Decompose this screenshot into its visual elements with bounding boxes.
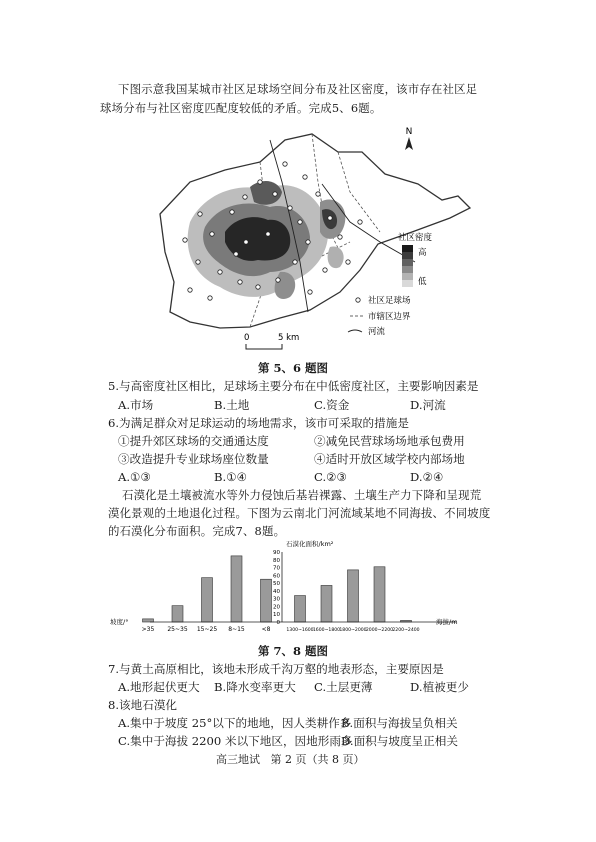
chart-bar <box>374 567 385 622</box>
chart-bar <box>202 578 213 622</box>
q5-option-c: C.资金 <box>314 398 350 412</box>
x-tick-label: >35 <box>141 626 155 633</box>
legend-low: 低 <box>418 277 427 287</box>
y-tick-label: 10 <box>273 612 280 619</box>
q6-option-c: C.②③ <box>314 470 347 484</box>
intro2-line-1: 石漠化是土壤被流水等外力侵蚀后基岩裸露、土壤生产力下降和呈现荒 <box>122 488 482 502</box>
x-tick-label: 15~25 <box>196 626 218 633</box>
scale-label: 5 km <box>278 333 300 343</box>
q6-option-a: A.①③ <box>118 470 151 484</box>
q7-stem: 7.与黄土高原相比，该地未形成千沟万壑的地表形态，主要原因是 <box>108 662 444 676</box>
y-tick-label: 50 <box>273 581 280 588</box>
y-tick-labels <box>273 550 281 626</box>
q7-option-a: A.地形起伏更大 <box>118 680 200 694</box>
x-tick-label: 8~15 <box>228 626 245 633</box>
q8-option-a: A.集中于坡度 25°以下的地地，因人类耕作多 <box>118 716 352 730</box>
q6-stem: 6.为满足群众对足球运动的场地需求，该市可采取的措施是 <box>108 416 409 430</box>
community-density-map <box>150 122 490 354</box>
intro2-line-3: 的石漠化分布面积。完成7、8题。 <box>108 524 286 538</box>
intro-line-2: 球场分布与社区密度匹配度较低的矛盾。完成5、6题。 <box>100 101 382 115</box>
x-tick-label: 2000~2200 <box>365 628 394 633</box>
legend-field-icon <box>356 298 360 302</box>
legend-field: 社区足球场 <box>368 296 411 306</box>
y-tick-label: 30 <box>273 596 280 603</box>
q8-option-b: B.面积与海拔呈负相关 <box>341 716 458 730</box>
x-tick-label: 2200~2400 <box>392 628 420 633</box>
y-tick-label: 0 <box>276 620 280 626</box>
density-legend-bar <box>402 245 413 287</box>
north-arrow-icon <box>405 127 413 150</box>
x-tick-label: 1600~1800 <box>312 628 341 633</box>
page-footer: 高三地试 第 2 页（共 8 页） <box>216 753 365 766</box>
x-tick-label: 1800~2000 <box>339 628 367 633</box>
legend-river-icon <box>348 330 362 332</box>
chart-bar <box>321 585 332 622</box>
q8-stem: 8.该地石漠化 <box>108 698 178 712</box>
x-tick-label: <8 <box>261 626 271 633</box>
y-tick-label: 20 <box>273 604 280 611</box>
q6-item-1: ①提升郊区球场的交通通达度 <box>118 434 269 448</box>
x-tick-label: 1300~1600 <box>286 628 314 633</box>
intro2-line-2: 漠化景观的土地退化过程。下图为云南北门河流域某地不同海拔、不同坡度 <box>108 506 491 520</box>
legend-high: 高 <box>418 248 427 258</box>
scale-bar <box>246 344 282 349</box>
legend-boundary: 市辖区边界 <box>368 312 411 322</box>
x-tick-label: 25~35 <box>167 626 188 633</box>
y-tick-label: 60 <box>273 573 280 580</box>
y-tick-label: 90 <box>273 550 280 556</box>
q8-option-d: D.面积与坡度呈正相关 <box>341 734 458 748</box>
figure-caption-1: 第 5、6 题图 <box>258 361 329 375</box>
q5-stem: 5.与高密度社区相比，足球场主要分布在中低密度社区，主要影响因素是 <box>108 379 479 393</box>
slope-axis-label: 坡度/° <box>110 618 129 626</box>
chart-bar <box>348 570 359 622</box>
chart-bar <box>172 606 183 622</box>
y-tick-label: 40 <box>273 588 280 595</box>
chart-ylabel: 石漠化面积/km² <box>286 540 334 548</box>
q7-option-b: B.降水变率更大 <box>214 680 296 694</box>
y-tick-label: 70 <box>273 565 280 572</box>
chart-bar <box>295 596 306 622</box>
q5-option-a: A.市场 <box>118 398 154 412</box>
q6-item-4: ④适时开放区域学校内部场地 <box>314 452 465 466</box>
legend-title: 社区密度 <box>398 233 433 243</box>
intro-line-1: 下图示意我国某城市社区足球场空间分布及社区密度，该市存在社区足 <box>118 82 478 96</box>
q6-option-d: D.②④ <box>410 470 444 484</box>
y-tick-label: 80 <box>273 557 280 564</box>
chart-bar <box>231 556 242 622</box>
x-tick-labels <box>142 626 420 633</box>
q6-item-3: ③改造提升专业球场座位数量 <box>118 452 269 466</box>
elevation-axis-label: 海拔/m <box>436 618 458 626</box>
rocky-desertification-chart <box>110 538 500 640</box>
chart-bar <box>261 579 272 622</box>
legend-river: 河流 <box>368 327 386 337</box>
q5-option-d: D.河流 <box>410 398 446 412</box>
chart-bar <box>143 619 154 622</box>
density-shading <box>188 181 346 299</box>
q8-option-c: C.集中于海拔 2200 米以下地区，因地形雨多 <box>118 734 353 748</box>
q5-option-b: B.土地 <box>214 398 250 412</box>
scale-zero: 0 <box>244 333 250 343</box>
north-label: N <box>405 127 413 137</box>
figure-caption-2: 第 7、8 题图 <box>258 644 329 658</box>
q7-option-d: D.植被更少 <box>410 680 469 694</box>
q6-item-2: ②减免民营球场场地承包费用 <box>314 434 465 448</box>
q6-option-b: B.①④ <box>214 470 247 484</box>
q7-option-c: C.土层更薄 <box>314 680 373 694</box>
